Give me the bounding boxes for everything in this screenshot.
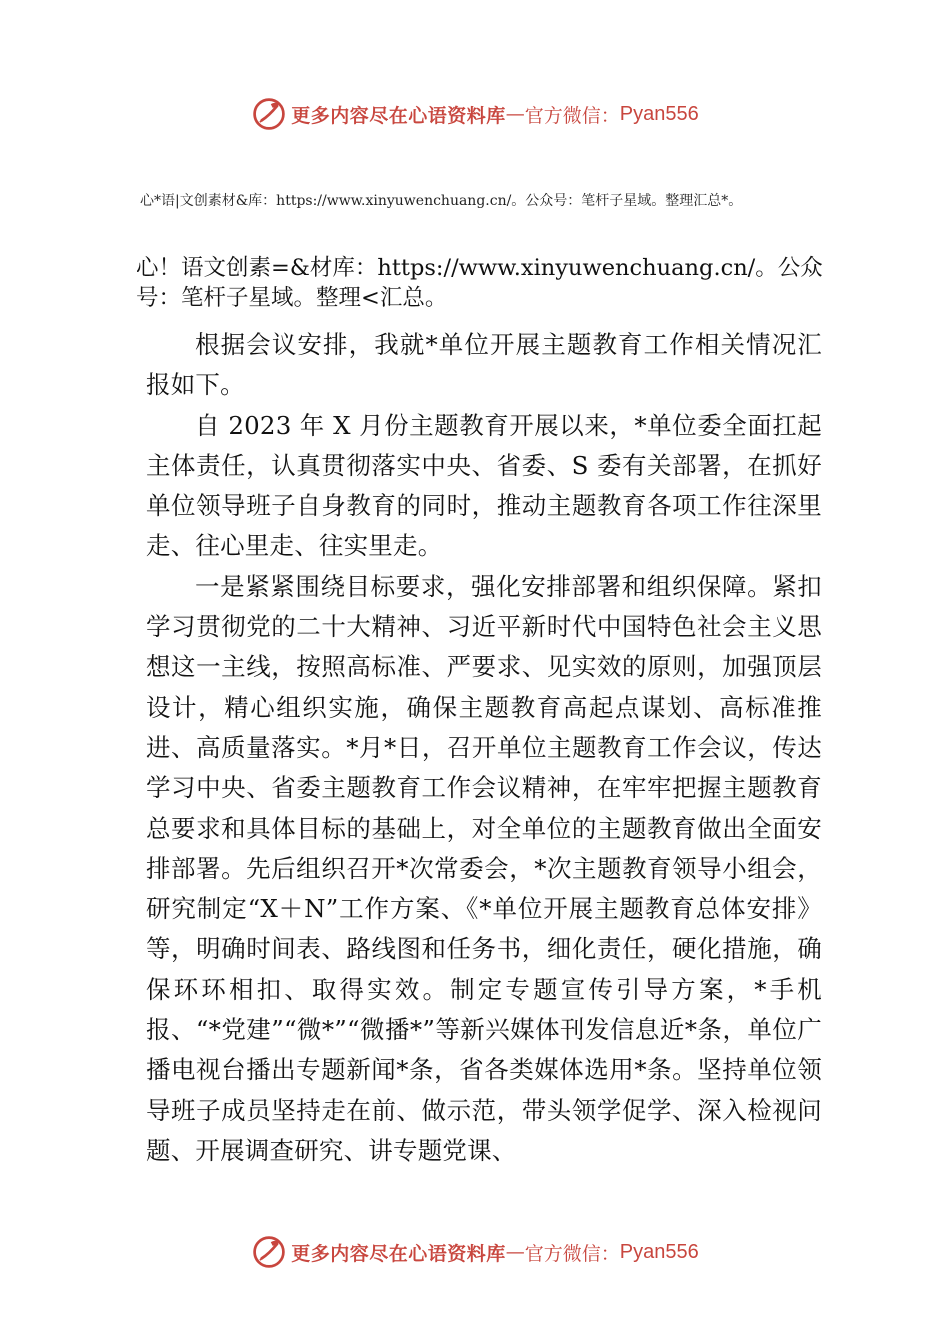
banner-wechat-id: Pyan556 bbox=[619, 102, 699, 125]
paragraph-overview: 自 2023 年 X 月份主题教育开展以来，*单位委全面扛起主体责任，认真贯彻落实中央、省委、S 委有关部署，在抓好单位领导班子自身教育的同时，推动主题教育各项工作往深里走、往心里走、往实里走。 bbox=[146, 410, 822, 561]
banner-wechat-label: 官方微信： bbox=[524, 1242, 620, 1265]
document-body bbox=[146, 325, 822, 1171]
footer-banner bbox=[0, 1232, 950, 1272]
banner-dash: — bbox=[505, 103, 525, 125]
paragraph-intro: 根据会议安排，我就*单位开展主题教育工作相关情况汇报如下。 bbox=[146, 330, 822, 400]
banner-wechat-id: Pyan556 bbox=[619, 1240, 699, 1263]
watermark-note-large: 心！语文创素=&材库：https://www.xinyuwenchuang.cn/。公众号：笔杆子星域。整理<汇总。 bbox=[136, 255, 823, 311]
banner-title: 更多内容尽在心语资料库 bbox=[291, 104, 506, 127]
header-banner bbox=[0, 94, 950, 134]
pen-seal-logo-icon bbox=[251, 1234, 287, 1270]
pen-seal-logo-icon bbox=[251, 96, 287, 132]
banner-title: 更多内容尽在心语资料库 bbox=[291, 1242, 506, 1265]
watermark-note-small: 心*语|文创素材&库：https://www.xinyuwenchuang.cn/。公众号：笔杆子星域。整理汇总*。 bbox=[140, 193, 743, 209]
paragraph-point-one: 一是紧紧围绕目标要求，强化安排部署和组织保障。紧扣学习贯彻党的二十大精神、习近平新时代中国特色社会主义思想这一主线，按照高标准、严要求、见实效的原则，加强顶层设计，精心组织实施，确保主题教育高起点谋划、高标准推进、高质量落实。*月*日，召开单位主题教育工作会议，传达学习中央、省委主题教育工作会议精神，在牢牢把握主题教育总要求和具体目标的基础上，对全单位的主题教育做出全面安排部署。先后组织召开*次常委会，*次主题教育领导小组会，研究制定“X＋N”工作方案、《*单位开展主题教育总体安排》等，明确时间表、路线图和任务书，细化责任，硬化措施，确保环环相扣、取得实效。制定专题宣传引导方案，*手机报、“*党建”“微*”“微播*”等新兴媒体刊发信息近*条，单位广播电视台播出专题新闻*条，省各类媒体选用*条。坚持单位领导班子成员坚持走在前、做示范，带头领学促学、深入检视问题、开展调查研究、讲专题党课、 bbox=[146, 571, 822, 1165]
banner-wechat-label: 官方微信： bbox=[524, 104, 620, 127]
banner-dash: — bbox=[505, 1241, 525, 1263]
